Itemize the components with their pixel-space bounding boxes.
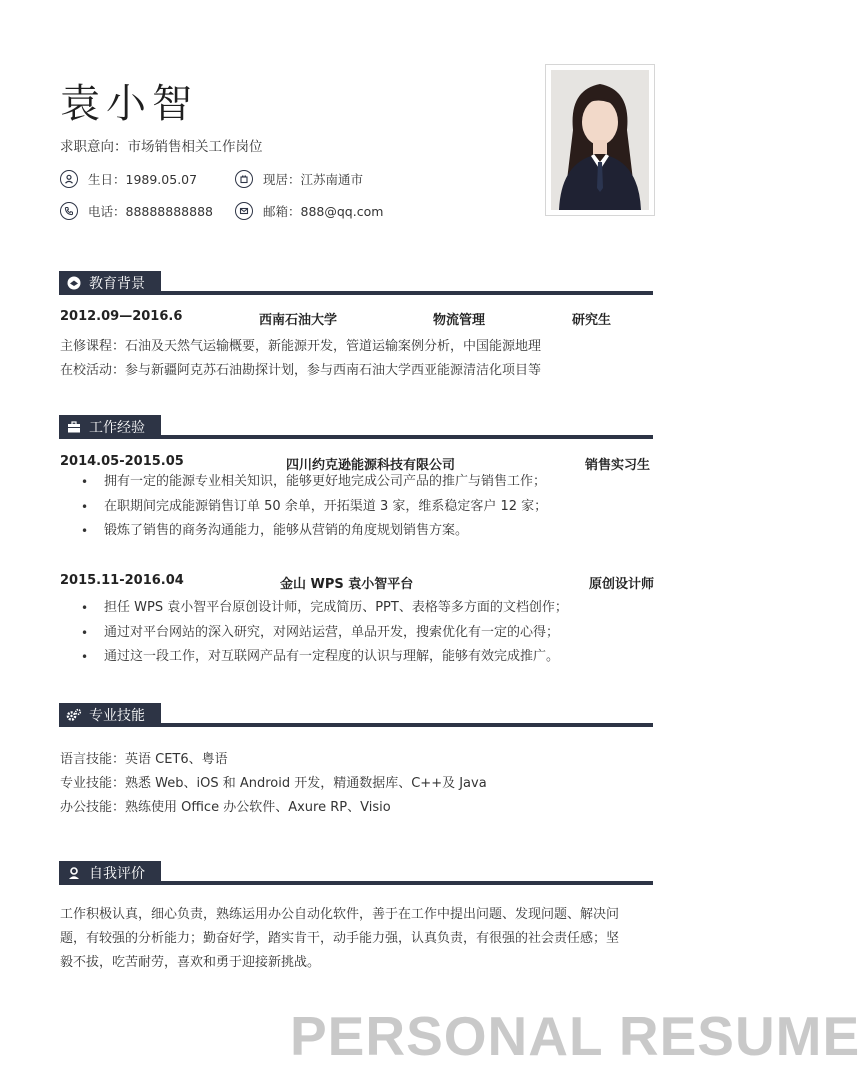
home-icon [235, 170, 253, 188]
list-item: • 担任 WPS 袁小智平台原创设计师，完成简历、PPT、表格等多方面的文档创作； [60, 596, 568, 621]
education-degree: 研究生 [572, 313, 612, 328]
section-tab [59, 861, 161, 885]
candidate-name: 袁小智 [60, 81, 198, 127]
section-tab [59, 703, 161, 727]
job-company: 金山 WPS 袁小智平台 [280, 577, 414, 592]
job-period: 2015.11-2016.04 [60, 573, 184, 588]
self-line: 工作积极认真，细心负责，熟练运用办公自动化软件，善于在工作中提出问题、发现问题、解决问 [60, 907, 620, 922]
section-work [59, 415, 653, 447]
watermark-text: PERSONAL RESUME [290, 1005, 860, 1067]
self-line: 毅不拔，吃苦耐劳，喜欢和勇于迎接新挑战。 [60, 955, 321, 970]
portrait-image [551, 70, 649, 210]
graduation-cap-icon [67, 276, 81, 290]
education-period: 2012.09—2016.6 [60, 309, 183, 324]
list-item: • 通过对平台网站的深入研究，对网站运营，单品开发，搜索优化有一定的心得； [60, 621, 568, 646]
profile-photo [545, 64, 655, 216]
job-bullets [60, 470, 547, 544]
education-school: 西南石油大学 [259, 313, 338, 328]
section-title: 专业技能 [89, 708, 145, 724]
user-icon [67, 866, 81, 880]
list-item: • 拥有一定的能源专业相关知识，能够更好地完成公司产品的推广与销售工作； [60, 470, 547, 495]
section-title: 工作经验 [89, 420, 145, 436]
skill-office: 办公技能：熟练使用 Office 办公软件、Axure RP、Visio [60, 800, 391, 815]
job-period: 2014.05-2015.05 [60, 454, 184, 469]
phone-icon [60, 202, 78, 220]
person-icon [60, 170, 78, 188]
gears-icon [67, 708, 81, 722]
skill-language: 语言技能：英语 CET6、粤语 [60, 752, 228, 767]
section-tab [59, 271, 161, 295]
job-bullets [60, 596, 568, 670]
job-role: 销售实习生 [585, 458, 651, 473]
education-major: 物流管理 [433, 313, 486, 328]
intention-value: 市场销售相关工作岗位 [127, 139, 263, 155]
section-education [59, 271, 653, 303]
section-title: 教育背景 [89, 276, 145, 292]
info-row-1 [60, 170, 363, 188]
mail-icon [235, 202, 253, 220]
education-activities: 在校活动：参与新疆阿克苏石油勘探计划，参与西南石油大学西亚能源清洁化项目等 [60, 363, 542, 378]
list-item: • 在职期间完成能源销售订单 50 余单，开拓渠道 3 家，维系稳定客户 12 家； [60, 495, 547, 520]
skill-professional: 专业技能：熟悉 Web、iOS 和 Android 开发，精通数据库、C++及 Java [60, 776, 487, 791]
info-row-2 [60, 202, 383, 220]
phone-number: 电话：88888888888 [88, 204, 213, 219]
job-role: 原创设计师 [589, 577, 655, 592]
section-self [59, 861, 653, 893]
section-tab [59, 415, 161, 439]
section-rule [161, 723, 653, 727]
education-courses: 主修课程：石油及天然气运输概要，新能源开发，管道运输案例分析，中国能源地理 [60, 339, 542, 354]
section-title: 自我评价 [89, 866, 145, 882]
section-rule [161, 881, 653, 885]
list-item: • 通过这一段工作，对互联网产品有一定程度的认识与理解，能够有效完成推广。 [60, 645, 568, 670]
section-rule [161, 291, 653, 295]
section-rule [161, 435, 653, 439]
birth-date: 生日：1989.05.07 [88, 172, 198, 187]
residence: 现居：江苏南通市 [263, 172, 364, 187]
self-line: 题，有较强的分析能力；勤奋好学，踏实肯干，动手能力强，认真负责，有很强的社会责任感；坚 [60, 931, 620, 946]
email-address: 邮箱：888@qq.com [263, 204, 384, 219]
intention-label: 求职意向： [60, 139, 128, 155]
self-evaluation [60, 903, 660, 975]
list-item: • 锻炼了销售的商务沟通能力，能够从营销的角度规划销售方案。 [60, 519, 547, 544]
job-intention [60, 135, 263, 155]
job-company: 四川约克逊能源科技有限公司 [286, 458, 456, 473]
section-skills [59, 703, 653, 735]
briefcase-icon [67, 420, 81, 434]
